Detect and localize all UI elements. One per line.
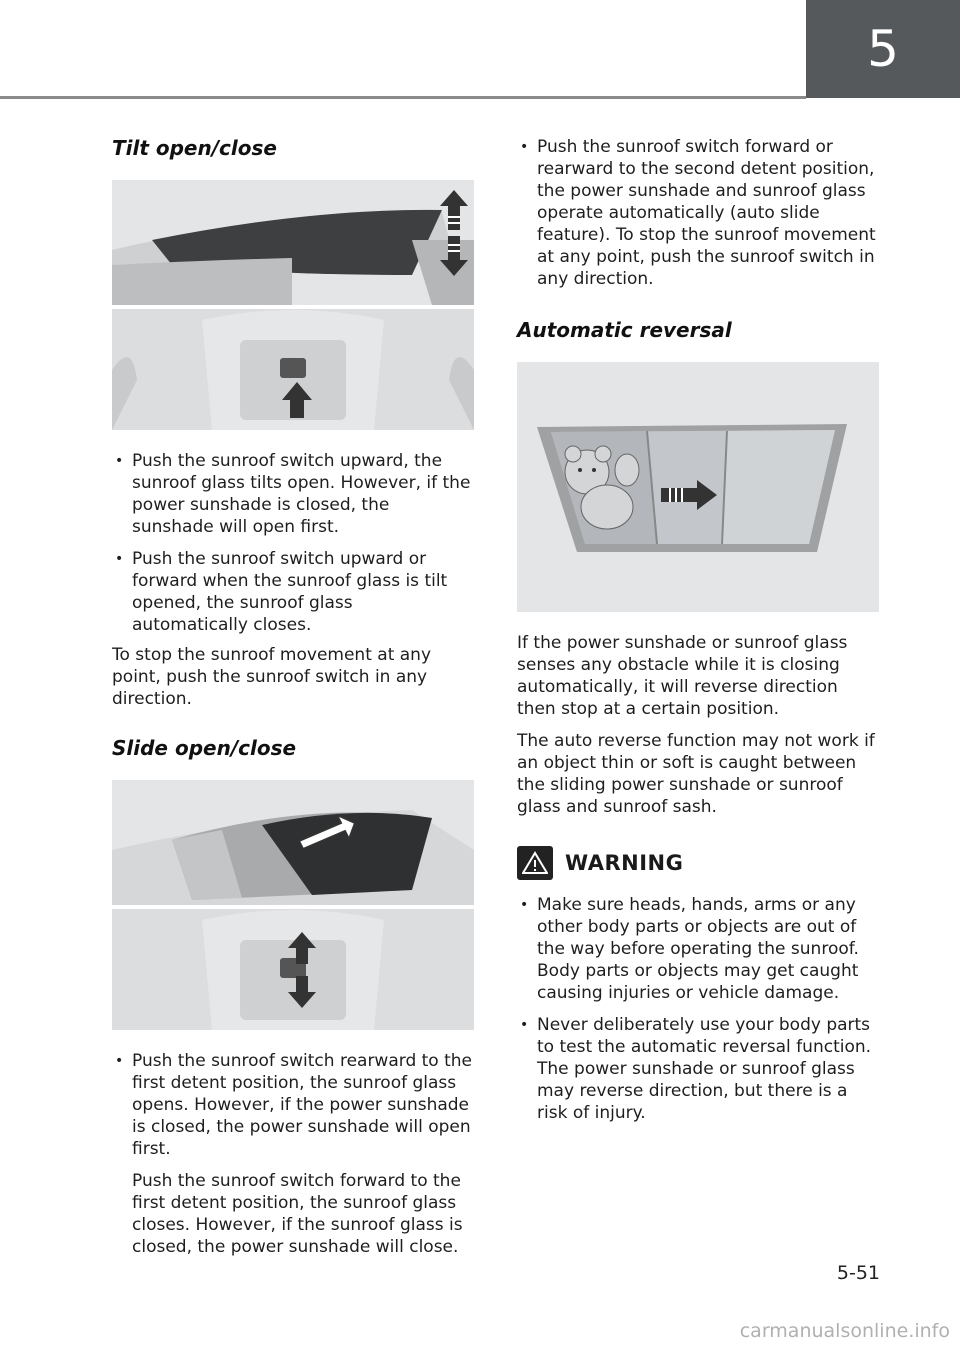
- reverse-arrow-icon: [659, 478, 719, 512]
- slide-paragraph: Push the sunroof switch forward to the first detent position, the sunroof glass closes. However, if the sunroof glass is closed, the power sunshade will close.: [132, 1171, 463, 1257]
- list-item: • Never deliberately use your body parts to test the automatic reversal function. The power sunshade or sunroof glass may reverse direction, but there is a risk of injury.: [517, 1014, 877, 1124]
- reversal-paragraphs: [517, 632, 877, 818]
- slide-illustration: [112, 780, 474, 1030]
- reversal-heading: Automatic reversal: [517, 318, 732, 342]
- reversal-paragraph: The auto reverse function may not work if an object thin or soft is caught between the sliding power sunshade or sunroof glass and sunroof sash.: [517, 731, 875, 817]
- tilt-heading: Tilt open/close: [112, 136, 277, 160]
- up-arrow-icon: [280, 380, 314, 420]
- warning-bullet-list: [517, 894, 877, 1124]
- warning-title: WARNING: [565, 851, 684, 875]
- reversal-illustration: [517, 362, 879, 612]
- list-item: • Push the sunroof switch upward or forward when the sunroof glass is tilt opened, the sunroof glass automatically closes.: [112, 548, 472, 636]
- auto-slide-bullet-list: [517, 136, 877, 290]
- warning-triangle-icon: [517, 846, 553, 880]
- list-item: • Push the sunroof switch forward or rearward to the second detent position, the power sunshade and sunroof glass operate automatically (auto slide feature). To stop the sunroof movement at any point, push the sunroof switch in any direction.: [517, 136, 877, 290]
- left-column: [112, 136, 472, 1268]
- chapter-number: 5: [867, 20, 899, 78]
- footer-site: carmanualsonline.info: [739, 1320, 950, 1342]
- warning-header: [517, 846, 877, 880]
- page-number: 5-51: [836, 1262, 880, 1284]
- tilt-illustration: [112, 180, 474, 430]
- warning-box: [517, 846, 877, 1124]
- header-rule: [0, 96, 806, 99]
- up-down-arrow-icon: [434, 188, 474, 278]
- slide-heading: Slide open/close: [112, 736, 297, 760]
- list-item: • Make sure heads, hands, arms or any other body parts or objects are out of the way before operating the sunroof. Body parts or objects may get caught causing injuries or vehicle damage.: [517, 894, 877, 1004]
- tilt-bullet-list: [112, 450, 472, 636]
- forward-rearward-arrow-icon: [284, 930, 320, 1010]
- slide-arrow-icon: [297, 815, 357, 855]
- reversal-paragraph: If the power sunshade or sunroof glass senses any obstacle while it is closing automatically, it will reverse direction then stop at a certain position.: [517, 633, 848, 719]
- right-column: [517, 136, 877, 1134]
- list-item: • Push the sunroof switch rearward to the first detent position, the sunroof glass opens. However, if the power sunshade is closed, the power sunshade will open first.: [112, 1050, 472, 1160]
- list-item: • Push the sunroof switch upward, the sunroof glass tilts open. However, if the power sunshade is closed, the sunshade will open first.: [112, 450, 472, 538]
- tilt-paragraph: To stop the sunroof movement at any point, push the sunroof switch in any direction.: [112, 645, 432, 709]
- chapter-tab: [806, 0, 960, 98]
- slide-bullet-list: [112, 1050, 472, 1160]
